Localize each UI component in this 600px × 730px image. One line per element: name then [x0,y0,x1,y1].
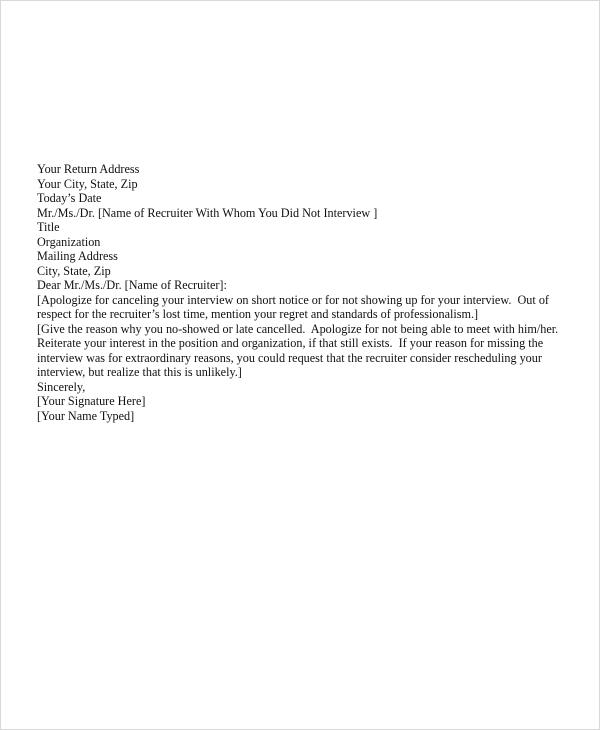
sender-city-line: Your City, State, Zip [37,176,138,191]
closing: Sincerely, [37,379,86,394]
sender-address-line: Your Return Address [37,162,140,176]
paragraph-line: interview was for extraordinary reasons, you could request that the recruiter consider rescheduling your [37,350,542,365]
letter-body [37,162,577,423]
salutation: Dear Mr./Ms./Dr. [Name of Recruiter]: [37,278,227,292]
recipient-organization: Organization [37,234,101,249]
letter-date: Today’s Date [37,191,102,205]
paragraph-apology [37,293,577,322]
paragraph-reason [37,322,577,380]
signature-placeholder: [Your Signature Here] [37,394,146,408]
paragraph-line: [Apologize for canceling your interview on short notice or for not showing up for your interview. Out of [37,292,549,307]
recipient-name-line: Mr./Ms./Dr. [Name of Recruiter With Whom You Did Not Interview ] [37,205,378,220]
paragraph-line: Reiterate your interest in the position and organization, if that still exists. If your reason for missing the [37,336,544,350]
paragraph-line: respect for the recruiter’s lost time, mention your regret and standards of professionalism.] [37,307,479,321]
recipient-mailing-address: Mailing Address [37,249,118,263]
typed-name-placeholder: [Your Name Typed] [37,408,135,423]
recipient-city-line: City, State, Zip [37,263,111,278]
paragraph-line: [Give the reason why you no-showed or late cancelled. Apologize for not being able to meet with him/her. [37,321,559,336]
recipient-title: Title [37,220,60,234]
paragraph-line: interview, but realize that this is unlikely.] [37,365,242,379]
